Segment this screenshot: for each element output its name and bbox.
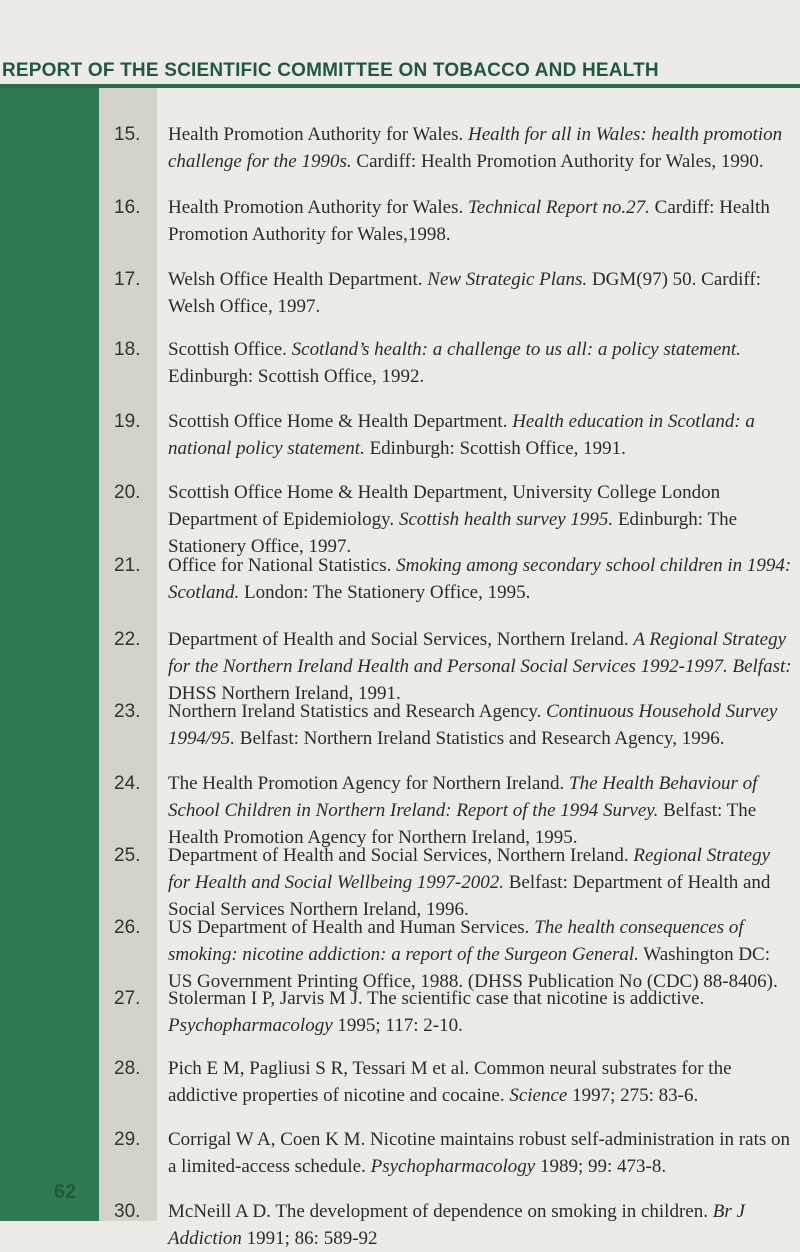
reference-number: 24.	[114, 773, 141, 794]
header-title: REPORT OF THE SCIENTIFIC COMMITTEE ON TOBACCO AND HEALTH	[2, 60, 659, 81]
reference-segment: Corrigal W A, Coen K M. Nicotine maintains robust self-administration in rats on a limited-access schedule.	[168, 1129, 790, 1177]
reference-segment: US Department of Health and Human Services.	[168, 917, 535, 938]
reference-number: 23.	[114, 701, 141, 722]
reference-number: 28.	[114, 1058, 141, 1079]
reference-text	[168, 408, 796, 462]
reference-segment: Edinburgh: The Stationery Office, 1997.	[168, 509, 738, 557]
reference-segment: Edinburgh: Scottish Office, 1992.	[168, 366, 425, 387]
reference-segment: London: The Stationery Office, 1995.	[239, 582, 531, 603]
reference-segment: Edinburgh: Scottish Office, 1991.	[364, 438, 626, 459]
reference-segment: Belfast: Department of Health and Social Services Northern Ireland, 1996.	[168, 872, 771, 920]
reference-segment: 1991; 86: 589-92	[241, 1228, 378, 1249]
reference-text	[168, 266, 796, 320]
reference-segment: Department of Health and Social Services, Northern Ireland.	[168, 629, 634, 650]
reference-text	[168, 1126, 796, 1180]
reference-text	[168, 336, 796, 390]
reference-text	[168, 770, 796, 851]
reference-number: 27.	[114, 988, 141, 1009]
reference-segment: Health Promotion Authority for Wales.	[168, 197, 468, 218]
reference-title: Continuous Household Survey 1994/95.	[168, 701, 778, 749]
reference-number: 19.	[114, 411, 141, 432]
reference-text	[168, 985, 796, 1039]
reference-segment: Scottish Office.	[168, 339, 292, 360]
reference-title: Belfast:	[732, 656, 792, 677]
reference-segment: Belfast: The Health Promotion Agency for Northern Ireland, 1995.	[168, 800, 757, 848]
reference-segment: Pich E M, Pagliusi S R, Tessari M et al. Common neural substrates for the addictive properties of nicotine and cocaine.	[168, 1058, 732, 1106]
reference-segment: Office for National Statistics.	[168, 555, 397, 576]
reference-number: 20.	[114, 482, 141, 503]
reference-text	[168, 1198, 796, 1252]
reference-segment: Belfast: Northern Ireland Statistics and Research Agency, 1996.	[235, 728, 725, 749]
reference-title: Health education in Scotland: a national policy statement.	[168, 411, 755, 459]
reference-title: Psychopharmacology	[168, 1015, 333, 1036]
reference-segment: Cardiff: Health Promotion Authority for Wales, 1990.	[351, 151, 764, 172]
reference-title: The Health Behaviour of School Children in Northern Ireland: Report of the 1994 Survey.	[168, 773, 758, 821]
reference-title: Health for all in Wales: health promotion challenge for the 1990s.	[168, 124, 783, 172]
reference-number: 21.	[114, 555, 141, 576]
reference-text	[168, 121, 796, 175]
reference-segment: 1997; 275: 83-6.	[567, 1085, 699, 1106]
reference-number: 18.	[114, 339, 141, 360]
reference-segment: Scottish Office Home & Health Department, University College London Department of Epidemiology.	[168, 482, 721, 530]
page-number: 62	[54, 1181, 77, 1203]
reference-text	[168, 1055, 796, 1109]
reference-segment: 1989; 99: 473-8.	[535, 1156, 667, 1177]
reference-segment: Northern Ireland Statistics and Research Agency.	[168, 701, 547, 722]
reference-number: 15.	[114, 124, 141, 145]
reference-title: New Strategic Plans.	[427, 269, 588, 290]
reference-segment: Cardiff: Health Promotion Authority for Wales,1998.	[168, 197, 770, 245]
reference-segment: McNeill A D. The development of dependence on smoking in children.	[168, 1201, 713, 1222]
reference-segment: Stolerman I P, Jarvis M J. The scientific case that nicotine is addictive.	[168, 988, 705, 1009]
reference-text	[168, 552, 796, 606]
reference-number: 26.	[114, 917, 141, 938]
reference-number: 25.	[114, 845, 141, 866]
reference-text	[168, 914, 796, 995]
reference-segment: The Health Promotion Agency for Northern Ireland.	[168, 773, 569, 794]
reference-title: Psychopharmacology	[370, 1156, 536, 1177]
reference-text	[168, 698, 796, 752]
reference-text	[168, 842, 796, 923]
reference-segment: Scottish Office Home & Health Department.	[168, 411, 513, 432]
reference-text	[168, 626, 796, 707]
reference-number: 16.	[114, 197, 141, 218]
reference-segment: Welsh Office Health Department.	[168, 269, 428, 290]
reference-title: Science	[509, 1085, 568, 1106]
reference-number: 17.	[114, 269, 141, 290]
reference-title: Scottish health survey 1995.	[398, 509, 614, 530]
reference-title: Smoking among secondary school children in 1994: Scotland.	[168, 555, 792, 603]
reference-title: Br J Addiction	[168, 1201, 745, 1249]
reference-number: 30.	[114, 1201, 141, 1222]
reference-title: Regional Strategy for Health and Social Wellbeing 1997-2002.	[168, 845, 771, 893]
reference-segment: 1995; 117: 2-10.	[332, 1015, 463, 1036]
reference-title: A Regional Strategy for the Northern Ireland Health and Personal Social Services 1992-1997.	[168, 629, 787, 677]
reference-number: 22.	[114, 629, 141, 650]
reference-title: The health consequences of smoking: nicotine addiction: a report of the Surgeon General.	[168, 917, 744, 965]
reference-segment: DGM(97) 50. Cardiff: Welsh Office, 1997.	[168, 269, 761, 317]
reference-number: 29.	[114, 1129, 141, 1150]
reference-title: Scotland’s health: a challenge to us all: a policy statement.	[291, 339, 741, 360]
reference-segment: Department of Health and Social Services, Northern Ireland.	[168, 845, 634, 866]
reference-text	[168, 194, 796, 248]
reference-text	[168, 479, 796, 560]
reference-title: Technical Report no.27.	[467, 197, 650, 218]
reference-segment: DHSS Northern Ireland, 1991.	[168, 683, 401, 704]
reference-segment: Washington DC: US Government Printing Office, 1988. (DHSS Publication No (CDC) 88-8406).	[168, 944, 778, 992]
reference-segment: Health Promotion Authority for Wales.	[168, 124, 468, 145]
